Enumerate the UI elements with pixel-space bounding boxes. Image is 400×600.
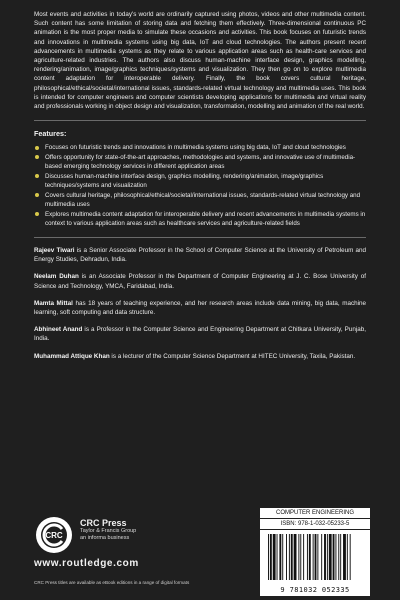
barcode-bar (333, 534, 335, 580)
barcode-bar (279, 534, 281, 580)
author-name: Neelam Duhan (34, 273, 79, 281)
barcode-bar (291, 534, 293, 580)
barcode-bar (277, 534, 278, 580)
barcode-digits: 9 781032 052335 (280, 586, 350, 594)
feature-item (34, 191, 366, 209)
publisher-tagline: an informa business (80, 535, 130, 541)
author-bio (34, 272, 366, 290)
author-name: Muhammad Attique Khan (34, 352, 110, 360)
barcode-bar (268, 534, 269, 580)
barcode-bar (303, 534, 304, 580)
feature-text: Explores multimedia content adaptation for interoperable delivery and recent advancements in multimedia systems in context to various application areas such as healthcare services and agriculture-related fields (45, 210, 366, 227)
author-name: Mamta Mittal (34, 299, 73, 307)
barcode-bar (282, 534, 283, 580)
barcode-bar (317, 534, 318, 580)
bullet-icon (35, 146, 39, 150)
barcode-bar (329, 534, 332, 580)
bullet-icon (35, 212, 39, 216)
barcode-bar (313, 534, 314, 580)
barcode-bar (300, 534, 301, 580)
publisher-block (80, 518, 136, 542)
ebook-note: CRC Press titles are available as eBook editions in a range of digital formats (34, 580, 190, 585)
content-area (34, 10, 366, 369)
author-name: Abhineet Anand (34, 326, 83, 334)
author-bio (34, 352, 366, 361)
crc-logo-icon (34, 515, 74, 555)
publisher-name: CRC Press (80, 518, 127, 528)
barcode-bar (294, 534, 297, 580)
barcode-bar (307, 534, 308, 580)
divider (34, 237, 366, 238)
bullet-icon (35, 193, 39, 197)
barcode-block (260, 508, 370, 596)
author-bios (34, 246, 366, 361)
barcode-bar (335, 534, 336, 580)
divider (34, 120, 366, 121)
barcode-bar (289, 534, 290, 580)
barcode-bar (270, 534, 272, 580)
barcode (260, 530, 370, 596)
cover-footer (34, 505, 370, 595)
feature-item (34, 172, 366, 190)
subject-category: COMPUTER ENGINEERING (260, 508, 370, 518)
barcode-bar (273, 534, 276, 580)
barcode-bar (347, 534, 348, 580)
barcode-bars (260, 530, 370, 586)
author-name: Rajeev Tiwari (34, 247, 75, 255)
barcode-bar (350, 534, 351, 580)
author-bio (34, 246, 366, 264)
author-bio-text: is a Professor in the Computer Science and Engineering Department at Chitkara University, Punjab, India. (34, 326, 366, 343)
barcode-bar (286, 534, 287, 580)
barcode-bar (327, 534, 328, 580)
author-bio (34, 325, 366, 343)
barcode-bar (340, 534, 341, 580)
barcode-bar (321, 534, 322, 580)
publisher-website: www.routledge.com (34, 558, 139, 569)
author-bio-text: is a lecturer of the Computer Science Department at HITEC University, Taxila, Pakistan. (109, 352, 356, 360)
feature-item (34, 143, 366, 152)
author-bio (34, 299, 366, 317)
publisher-group: Taylor & Francis Group (80, 528, 137, 534)
author-bio-text: is a Senior Associate Professor in the School of Computer Science at the University of Petroleum and Energy Studies, Dehradun, India. (34, 247, 366, 264)
author-bio-text: has 18 years of teaching experience, and her research areas include data mining, big data, machine learning, soft computing and data structure. (34, 299, 367, 317)
barcode-bar (315, 534, 317, 580)
feature-text: Covers cultural heritage, philosophical/ethical/societal/international issues, standards-related virtual technology and multimedia uses (45, 191, 361, 208)
feature-text: Offers opportunity for state-of-the-art approaches, methodologies and systems, and innovative use of multimedia-based emerging technology services in different application areas (45, 153, 356, 171)
feature-text: Discusses human-machine interface design, graphics modelling, rendering/animation, image/graphics techniques/systems and visualization (45, 172, 324, 190)
barcode-bar (324, 534, 326, 580)
feature-text: Focuses on futuristic trends and innovations in multimedia systems using big data, IoT and cloud technologies (45, 144, 346, 152)
book-description: Most events and activities in today's world are ordinarily captured using photos, videos and other multimedia content. Such content has some limitation of storing data and fetching them effectively. Three-dimensional continuous PC animation is the most proper media to simulate these occasions and activities. This book focuses on futuristic trends and innovations in multimedia systems using big data, IoT and cloud technologies. The authors present recent advancements in multimedia systems as they relate to various application areas such as health-care services and agriculture-related industries. The authors also discuss human-machine interface design, graphics modelling, rendering/animation, image/graphics techniques/systems and visualization. They then go on to explore multimedia content adaptation for interoperable delivery. Finally, the book covers cultural heritage, philosophical/ethical/societal/international issues, standards-related virtual technology and multimedia uses. This book is intended for computer engineers and computer scientists developing applications for multimedia and virtual reality and professionals working in object design and visualization, transformation, modelling and animation of the real world. (34, 11, 366, 111)
feature-item (34, 153, 366, 171)
barcode-bar (338, 534, 339, 580)
feature-item (34, 210, 366, 228)
features-heading: Features: (34, 129, 67, 139)
features-list (34, 143, 366, 228)
bullet-icon (35, 155, 39, 159)
barcode-bar (309, 534, 311, 580)
logo-text: CRC (45, 531, 63, 540)
author-bio-text: is an Associate Professor in the Department of Computer Engineering at J. C. Bose University of Science and Technology, YMCA, Faridabad, India. (34, 273, 366, 290)
bullet-icon (35, 174, 39, 178)
barcode-bar (298, 534, 299, 580)
barcode-bar (343, 534, 346, 580)
isbn-label: ISBN: 978-1-032-05233-5 (260, 519, 370, 529)
